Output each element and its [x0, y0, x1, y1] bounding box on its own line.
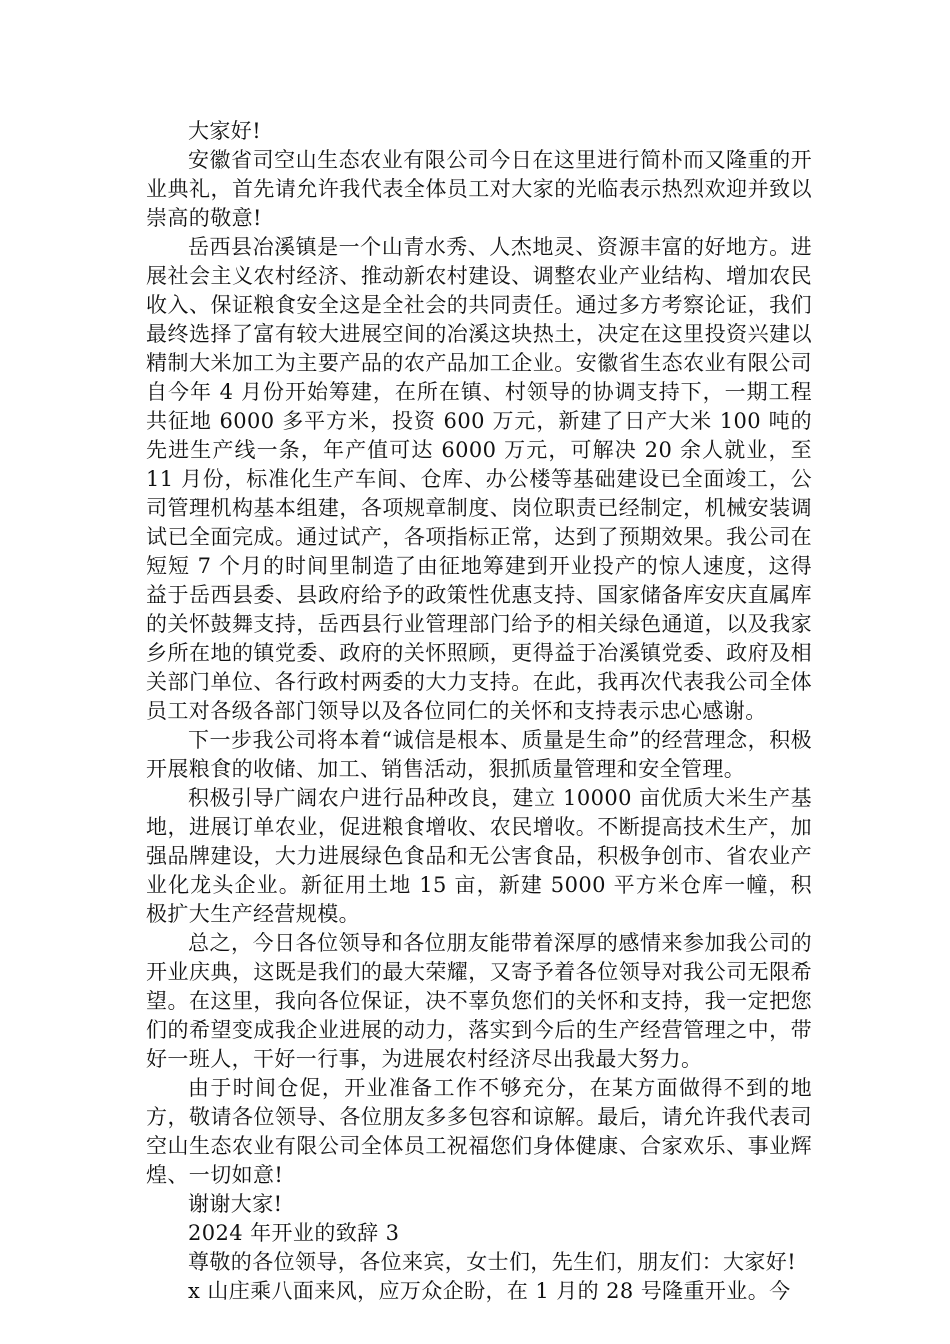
paragraph-next-steps: 下一步我公司将本着“诚信是根本、质量是生命”的经营理念，积极开展粮食的收储、加工、销售活动，狠抓质量管理和安全管理。 — [146, 728, 812, 781]
paragraph-opening: 安徽省司空山生态农业有限公司今日在这里进行简朴而又隆重的开业典礼，首先请允许我代表全体员工对大家的光临表示热烈欢迎并致以崇高的敬意! — [146, 148, 812, 230]
paragraph-company-history: 岳西县冶溪镇是一个山青水秀、人杰地灵、资源丰富的好地方。进展社会主义农村经济、推动新农村建设、调整农业产业结构、增加农民收入、保证粮食安全这是全社会的共同责任。通过多方考察论证，我们最终选择了富有较大进展空间的冶溪这块热土，决定在这里投资兴建以精制大米加工为主要产品的农产品加工企业。安徽省生态农业有限公司自今年 4 月份开始筹建，在所在镇、村领导的协调支持下，一期工程共征地 6000 多平方米，投资 600 万元，新建了日产大米 100 吨的先进生产线一条，年产值可达 6000 万元，可解决 20 余人就业，至 11 月份，标准化生产车间、仓库、办公楼等基础建设已全面竣工，公司管理机构基本组建，各项规章制度、岗位职责已经制定，机械安装调试已全面完成。通过试产，各项指标正常，达到了预期效果。我公司在短短 7 个月的时间里制造了由征地筹建到开业投产的惊人速度，这得益于岳西县委、县政府给予的政策性优惠支持、国家储备库安庆直属库的关怀鼓舞支持，岳西县行业管理部门给予的相关绿色通道，以及我家乡所在地的镇党委、政府的关怀照顾，更得益于冶溪镇党委、政府及相关部门单位、各行政村两委的大力支持。在此，我再次代表我公司全体员工对各级各部门领导以及各位同仁的关怀和支持表示忠心感谢。 — [146, 235, 812, 723]
paragraph-greeting: 大家好! — [188, 119, 262, 143]
paragraph-closing: 由于时间仓促，开业准备工作不够充分，在某方面做得不到的地方，敬请各位领导、各位朋友多多包容和谅解。最后，请允许我代表司空山生态农业有限公司全体员工祝福您们身体健康、合家欢乐、事业辉煌、一切如意! — [146, 1076, 812, 1187]
paragraph-development-plan: 积极引导广阔农户进行品种改良，建立 10000 亩优质大米生产基地，进展订单农业，促进粮食增收、农民增收。不断提高技术生产，加强品牌建设，大力进展绿色食品和无公害食品，积极争创市、省农业产业化龙头企业。新征用土地 15 亩，新建 5000 平方米仓库一幢，积极扩大生产经营规模。 — [146, 786, 812, 926]
paragraph-continued: x 山庄乘八面来风，应万众企盼，在 1 月的 28 号隆重开业。今 — [188, 1279, 791, 1303]
section-heading: 2024 年开业的致辞 3 — [188, 1221, 400, 1245]
paragraph-salutation: 尊敬的各位领导，各位来宾，女士们，先生们，朋友们：大家好! — [188, 1250, 797, 1274]
paragraph-summary: 总之，今日各位领导和各位朋友能带着深厚的感情来参加我公司的开业庆典，这既是我们的最大荣耀，又寄予着各位领导对我公司无限希望。在这里，我向各位保证，决不辜负您们的关怀和支持，我一定把您们的希望变成我企业进展的动力，落实到今后的生产经营管理之中，带好一班人，干好一行事，为进展农村经济尽出我最大努力。 — [146, 931, 812, 1071]
document-body — [146, 117, 812, 1306]
paragraph-thanks: 谢谢大家! — [188, 1192, 283, 1216]
